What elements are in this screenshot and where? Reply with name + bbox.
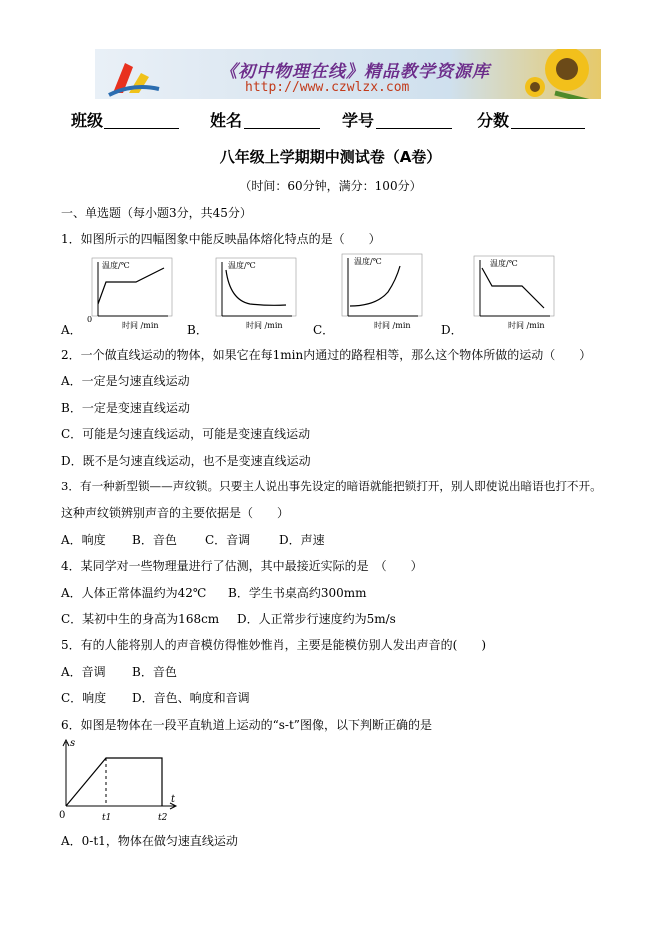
t2-label: t2 (158, 813, 168, 823)
q6-st-graph (58, 736, 188, 826)
q1-option-c[interactable]: C． (313, 323, 335, 337)
s-axis-label: s (70, 738, 76, 749)
time-axis-label: 时间 /min (246, 321, 283, 330)
origin-label: 0 (87, 315, 93, 324)
name-label: 姓名 (210, 111, 243, 130)
q2-option-b[interactable]: B．一定是变速直线运动 (61, 401, 190, 415)
q5-stem: 5．有的人能将别人的声音模仿得惟妙惟肖，主要是能模仿别人发出声音的( ) (61, 638, 487, 652)
header-banner (95, 49, 601, 99)
q5-option-c[interactable]: C．响度 (61, 691, 107, 705)
time-axis-label: 时间 /min (508, 321, 545, 330)
temp-axis-label: 温度/℃ (228, 261, 256, 270)
logo-icon (103, 53, 173, 97)
section-heading: 一、单选题（每小题3分，共45分） (61, 206, 252, 220)
q4-stem: 4．某同学对一些物理量进行了估测，其中最接近实际的是 （ ） (61, 559, 423, 573)
q2-option-d[interactable]: D．既不是匀速直线运动，也不是变速直线运动 (61, 454, 311, 468)
exam-subtitle: （时间：60分钟，满分：100分） (239, 179, 422, 193)
exam-title: 八年级上学期期中测试卷（A卷） (219, 148, 442, 166)
q3-option-a[interactable]: A．响度 (61, 533, 106, 547)
q5-option-d[interactable]: D．音色、响度和音调 (132, 691, 250, 705)
banner-title: 《初中物理在线》精品教学资源库 (220, 62, 490, 82)
q1-option-b[interactable]: B． (187, 323, 208, 337)
q3-stem-line2: 这种声纹锁辨别声音的主要依据是（ ） (61, 506, 290, 520)
q4-option-c[interactable]: C．某初中生的身高为168cm (61, 612, 220, 626)
q6-option-a[interactable]: A．0-t1，物体在做匀速直线运动 (61, 834, 238, 848)
q5-option-b[interactable]: B．音色 (132, 665, 177, 679)
name-blank (244, 128, 320, 129)
q1-graph-a (86, 256, 182, 332)
q4-option-d[interactable]: D．人正常步行速度约为5m/s (237, 612, 396, 626)
t-axis-label: t (171, 794, 176, 805)
q2-stem: 2．一个做直线运动的物体，如果它在每1min内通过的路程相等，那么这个物体所做的运动（ ） (61, 348, 592, 362)
score-label: 分数 (477, 111, 510, 130)
q2-option-c[interactable]: C．可能是匀速直线运动，可能是变速直线运动 (61, 427, 311, 441)
q4-option-a[interactable]: A．人体正常体温约为42℃ (61, 586, 207, 600)
q1-graph-c (336, 252, 432, 332)
q1-stem: 1．如图所示的四幅图象中能反映晶体熔化特点的是（ ） (61, 232, 381, 246)
q1-graph-d (468, 254, 564, 332)
student-id-blank (376, 128, 452, 129)
q5-option-a[interactable]: A．音调 (61, 665, 106, 679)
time-axis-label: 时间 /min (374, 321, 411, 330)
q4-option-b[interactable]: B．学生书桌高约300mm (228, 586, 367, 600)
class-label: 班级 (71, 111, 104, 130)
q3-option-c[interactable]: C．音调 (205, 533, 251, 547)
origin-label: 0 (59, 810, 66, 821)
temp-axis-label: 温度/℃ (354, 257, 382, 266)
student-id-label: 学号 (342, 111, 375, 130)
temp-axis-label: 温度/℃ (490, 259, 518, 268)
banner-url: http://www.czwlzx.com (245, 80, 410, 95)
q3-option-d[interactable]: D．声速 (279, 533, 325, 547)
q1-option-d[interactable]: D． (441, 323, 463, 337)
q3-option-b[interactable]: B．音色 (132, 533, 177, 547)
q6-stem: 6．如图是物体在一段平直轨道上运动的“s-t”图像，以下判断正确的是 (61, 718, 432, 732)
time-axis-label: 时间 /min (122, 321, 159, 330)
q2-option-a[interactable]: A．一定是匀速直线运动 (61, 374, 190, 388)
t1-label: t1 (102, 813, 112, 823)
q1-option-a[interactable]: A． (61, 323, 82, 337)
class-blank (104, 128, 179, 129)
q3-stem-line1: 3．有一种新型锁——声纹锁。只要主人说出事先设定的暗语就能把锁打开，别人即使说出暗语也打不开。 (61, 479, 602, 493)
score-blank (511, 128, 585, 129)
q1-graph-b (210, 256, 306, 332)
temp-axis-label: 温度/℃ (102, 261, 130, 270)
sunflower-image (525, 49, 601, 99)
